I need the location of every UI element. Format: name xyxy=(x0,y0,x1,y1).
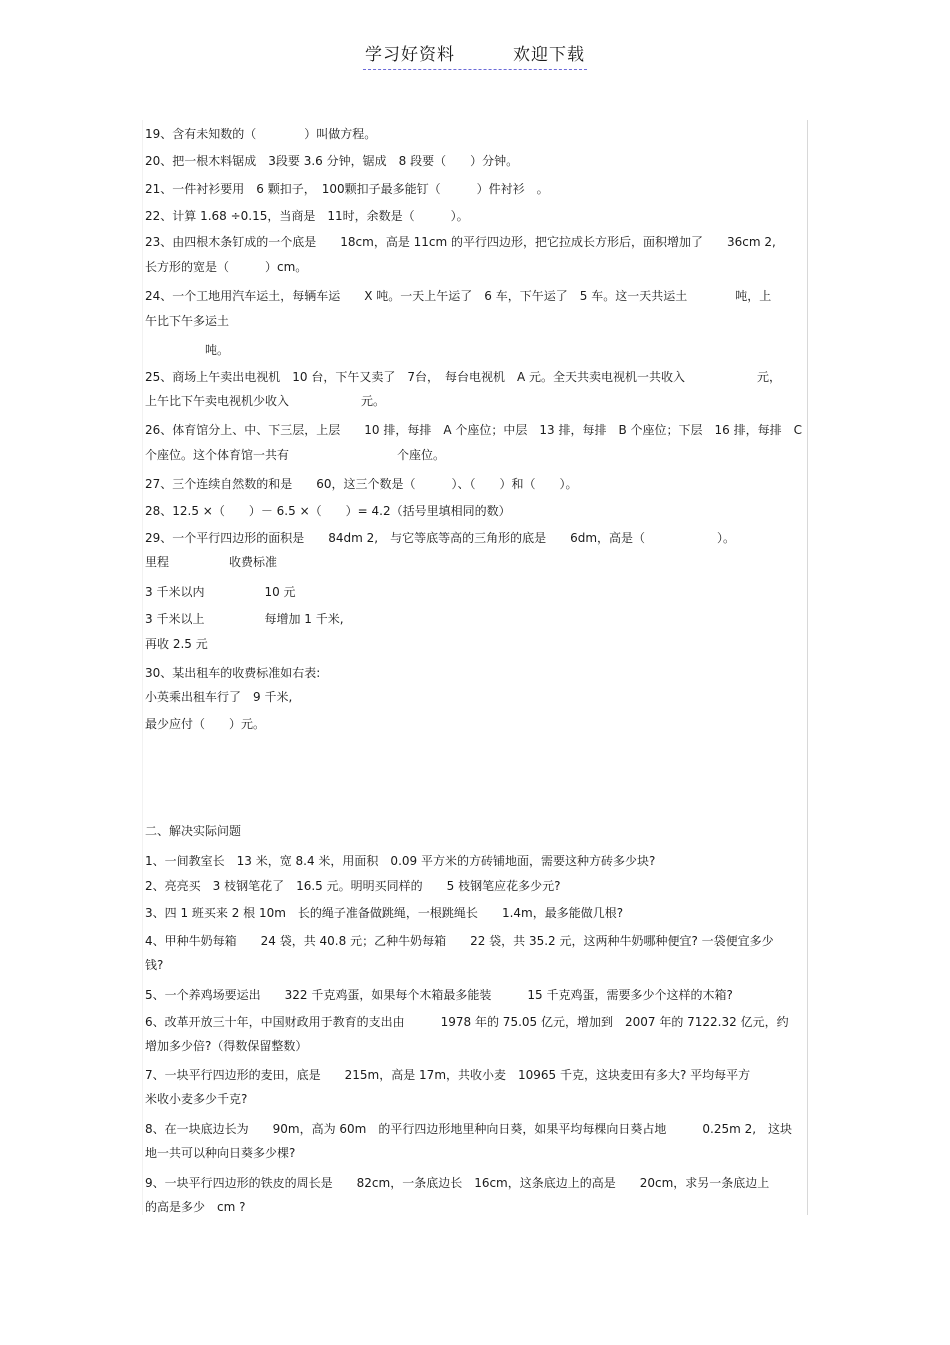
table-row-2-cont: 再收 2.5 元 xyxy=(145,637,208,651)
line-q25-cont: 上午比下午卖电视机少收入 元。 xyxy=(145,394,386,408)
line-p7: 7、一块平行四边形的麦田，底是 215m，高是 17m，共收小麦 10965 千克，这块麦田有多大? 平均每平方 xyxy=(145,1068,751,1082)
line-p6-cont: 增加多少倍?（得数保留整数） xyxy=(145,1039,308,1053)
line-p6: 6、改革开放三十年，中国财政用于教育的支出由 1978 年的 75.05 亿元，增加到 2007 年的 7122.32 亿元，约 xyxy=(145,1015,789,1029)
text-lines xyxy=(143,120,807,1215)
line-q23: 23、由四根木条钉成的一个底是 18cm，高是 11cm 的平行四边形，把它拉成长方形后，面积增加了 36cm 2, xyxy=(145,235,776,249)
table-row-1: 3 千米以内 10 元 xyxy=(145,585,296,599)
line-p8: 8、在一块底边长为 90m，高为 60m 的平行四边形地里种向日葵，如果平均每棵向日葵占地 0.25m 2, 这块 xyxy=(145,1122,793,1136)
line-q30: 30、某出租车的收费标准如右表: xyxy=(145,666,321,680)
line-q19: 19、含有未知数的（ ）叫做方程。 xyxy=(145,127,377,141)
line-q26: 26、体育馆分上、中、下三层，上层 10 排，每排 A 个座位；中层 13 排，每排 B 个座位；下层 16 排，每排 C xyxy=(145,423,802,437)
line-q23-cont: 长方形的宽是（ ）cm。 xyxy=(145,260,308,274)
line-p3: 3、四 1 班买来 2 根 10m 长的绳子准备做跳绳，一根跳绳长 1.4m，最多能做几根? xyxy=(145,906,624,920)
line-p1: 1、一间教室长 13 米，宽 8.4 米，用面积 0.09 平方米的方砖铺地面，需要这种方砖多少块? xyxy=(145,854,656,868)
line-q29: 29、一个平行四边形的面积是 84dm 2, 与它等底等高的三角形的底是 6dm，高是（ ）。 xyxy=(145,531,736,545)
line-p8-cont: 地一共可以种向日葵多少棵? xyxy=(145,1146,296,1160)
line-q21: 21、一件衬衫要用 6 颗扣子， 100颗扣子最多能钉（ ）件衬衫 。 xyxy=(145,182,549,196)
line-q30-cont: 小英乘出租车行了 9 千米, xyxy=(145,690,293,704)
line-p9-cont: 的高是多少 cm ? xyxy=(145,1200,246,1214)
line-p4-cont: 钱? xyxy=(145,958,164,972)
line-q30-cont2: 最少应付（ ）元。 xyxy=(145,717,266,731)
line-p2: 2、亮亮买 3 枝钢笔花了 16.5 元。明明买同样的 5 枝钢笔应花多少元? xyxy=(145,879,561,893)
line-q20: 20、把一根木料锯成 3段要 3.6 分钟，锯成 8 段要（ ）分钟。 xyxy=(145,154,519,168)
table-header: 里程 收费标准 xyxy=(145,555,278,569)
table-row-2: 3 千米以上 每增加 1 千米, xyxy=(145,612,344,626)
header-banner xyxy=(363,40,587,70)
line-q26-cont: 个座位。这个体育馆一共有 个座位。 xyxy=(145,448,446,462)
section-heading: 二、解决实际问题 xyxy=(145,824,242,838)
line-q24-cont: 午比下午多运土 xyxy=(145,314,230,328)
line-q24: 24、一个工地用汽车运土，每辆车运 X 吨。一天上午运了 6 车，下午运了 5 车。这一天共运土 吨，上 xyxy=(145,289,772,303)
line-p5: 5、一个养鸡场要运出 322 千克鸡蛋，如果每个木箱最多能装 15 千克鸡蛋，需要多少个这样的木箱? xyxy=(145,988,733,1002)
line-p4: 4、甲种牛奶每箱 24 袋，共 40.8 元；乙种牛奶每箱 22 袋，共 35.2 元，这两种牛奶哪种便宜? 一袋便宜多少 xyxy=(145,934,774,948)
line-q24-cont2: 吨。 xyxy=(145,343,230,357)
header-left-text: 学习好资料 xyxy=(365,45,455,65)
line-p7-cont: 米收小麦多少千克? xyxy=(145,1092,248,1106)
document-body xyxy=(142,120,808,1215)
line-q27: 27、三个连续自然数的和是 60，这三个数是（ ）、（ ）和（ ）。 xyxy=(145,477,578,491)
line-q28: 28、12.5 ×（ ）－ 6.5 ×（ ）= 4.2（括号里填相同的数） xyxy=(145,504,511,518)
line-q22: 22、计算 1.68 ÷0.15，当商是 11时，余数是（ ）。 xyxy=(145,209,469,223)
page-header xyxy=(0,40,950,70)
line-q25: 25、商场上午卖出电视机 10 台，下午又卖了 7台， 每台电视机 A 元。全天共卖电视机一共收入 元， xyxy=(145,370,782,384)
header-right-text: 欢迎下载 xyxy=(513,45,585,65)
line-p9: 9、一块平行四边形的铁皮的周长是 82cm，一条底边长 16cm，这条底边上的高是 20cm，求另一条底边上 xyxy=(145,1176,770,1190)
